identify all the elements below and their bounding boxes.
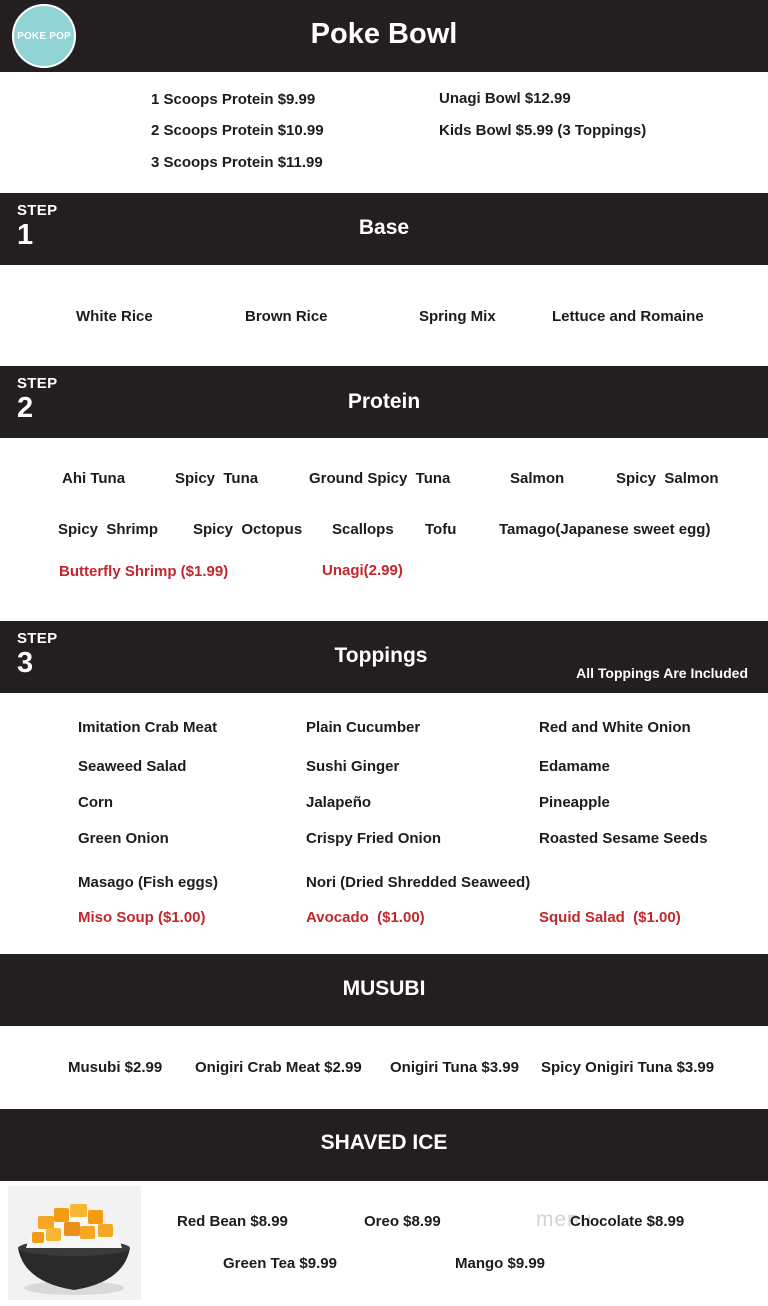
topping-item: Pineapple [539,794,610,811]
protein-item: Salmon [510,470,565,487]
protein-extra: Butterfly Shrimp ($1.99) [59,563,229,580]
protein-item: Spicy Shrimp [58,521,159,538]
section-title-musubi: MUSUBI [342,977,426,1000]
topping-extra: Squid Salad ($1.00) [539,909,681,926]
topping-item: Nori (Dried Shredded Seaweed) [306,874,531,891]
step-label: STEP [17,202,58,219]
protein-item: Tamago(Japanese sweet egg) [499,521,711,538]
price-item: 3 Scoops Protein $11.99 [151,154,323,171]
shaved-ice-band [0,1109,768,1181]
step-label: STEP [17,630,58,647]
base-item: Lettuce and Romaine [552,308,704,325]
step-number: 3 [17,647,34,679]
shaved-ice-item: Chocolate $8.99 [570,1213,685,1230]
price-item: 2 Scoops Protein $10.99 [151,122,324,139]
price-item: 1 Scoops Protein $9.99 [151,91,316,108]
section-title-toppings: Toppings [334,644,428,667]
section-title-shaved-ice: SHAVED ICE [320,1131,448,1154]
price-item: Unagi Bowl $12.99 [439,90,571,107]
protein-item: Scallops [332,521,394,538]
shaved-ice-item: Green Tea $9.99 [223,1255,337,1272]
topping-item: Plain Cucumber [306,719,421,736]
step-label: STEP [17,375,58,392]
topping-item: Sushi Ginger [306,758,400,775]
logo-text: POKE POP [17,30,71,42]
toppings-note: All Toppings Are Included [576,665,748,681]
topping-item: Roasted Sesame Seeds [539,830,708,847]
musubi-item: Musubi $2.99 [68,1059,163,1076]
topping-extra: Avocado ($1.00) [306,909,425,926]
protein-extra: Unagi(2.99) [322,562,403,579]
topping-item: Red and White Onion [539,719,691,736]
mango-shaved-ice-photo [8,1186,141,1300]
toppings-band [0,621,768,693]
protein-item: Ahi Tuna [62,470,126,487]
topping-extra: Miso Soup ($1.00) [78,909,206,926]
base-item: White Rice [76,308,153,325]
topping-item: Masago (Fish eggs) [78,874,219,891]
musubi-item: Onigiri Tuna $3.99 [390,1059,519,1076]
protein-item: Spicy Salmon [616,470,719,487]
topping-item: Imitation Crab Meat [78,719,218,736]
base-item: Brown Rice [245,308,328,325]
topping-item: Jalapeño [306,794,372,811]
section-title-protein: Protein [347,390,421,413]
page-title: Poke Bowl [310,18,458,50]
shaved-ice-item: Oreo $8.99 [364,1213,441,1230]
watermark: menu [536,1208,593,1231]
base-band [0,193,768,265]
protein-band [0,366,768,438]
shaved-ice-item: Red Bean $8.99 [177,1213,288,1230]
section-title-base: Base [358,216,410,239]
topping-item: Green Onion [78,830,169,847]
topping-item: Corn [78,794,113,811]
topping-item: Crispy Fried Onion [306,830,442,847]
topping-item: Seaweed Salad [78,758,187,775]
step-number: 1 [17,219,34,251]
musubi-item: Onigiri Crab Meat $2.99 [195,1059,362,1076]
step-number: 2 [17,392,34,424]
shaved-ice-item: Mango $9.99 [455,1255,546,1272]
protein-item: Tofu [425,521,457,538]
protein-item: Spicy Octopus [193,521,303,538]
header-band [0,0,768,72]
musubi-band [0,954,768,1026]
protein-item: Spicy Tuna [175,470,259,487]
musubi-item: Spicy Onigiri Tuna $3.99 [541,1059,715,1076]
topping-item: Edamame [539,758,610,775]
price-item: Kids Bowl $5.99 (3 Toppings) [439,122,647,139]
protein-item: Ground Spicy Tuna [309,470,451,487]
base-item: Spring Mix [419,308,496,325]
